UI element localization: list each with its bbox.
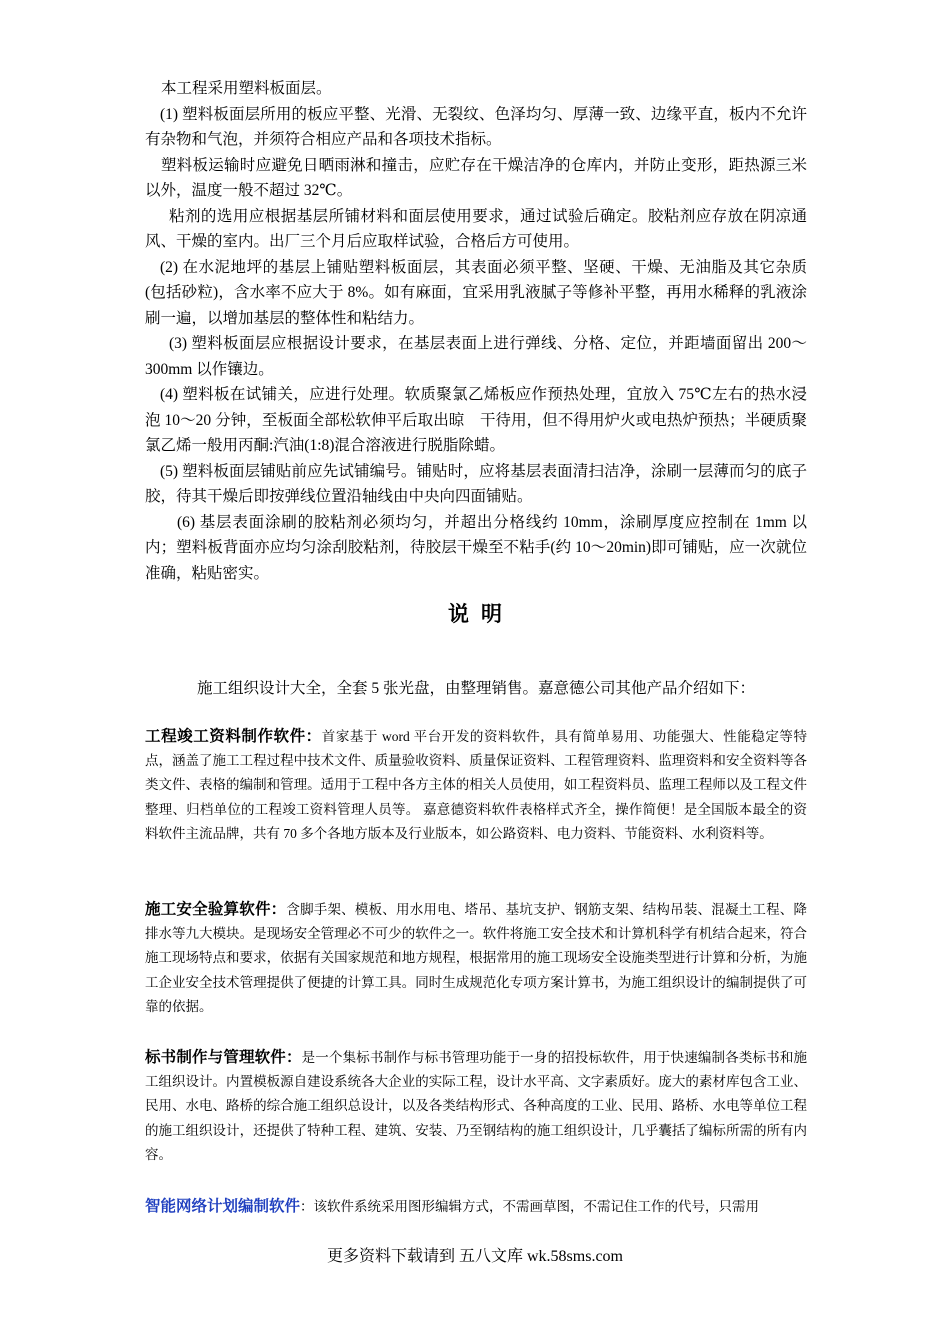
product-title: 工程竣工资料制作软件： — [145, 728, 322, 745]
product-description: ：该软件系统采用图形编辑方式，不需画草图，不需记住工作的代号，只需用 — [300, 1199, 760, 1214]
paragraph-6: (4) 塑料板在试铺关，应进行处理。软质聚氯乙烯板应作预热处理，宜放入 75℃左右的热水浸泡 10～20 分钟，至板面全部松软伸平后取出晾 干待用，但不得用炉火或电热炉预热；半硬质聚氯乙烯一般用丙酮:汽油(1:8)混合溶液进行脱脂除蜡。 — [145, 386, 807, 454]
product-title: 标书制作与管理软件： — [145, 1049, 302, 1066]
product-title: 施工安全验算软件： — [145, 901, 287, 918]
product-section — [145, 725, 807, 846]
product-description: 首家基于 word 平台开发的资料软件，具有简单易用、功能强大、性能稳定等特点，涵盖了施工工程过程中技术文件、质量验收资料、质量保证资料、工程管理资料、监理资料和安全资料等各类文件、表格的编制和管理。适用于工程中各方主体的相关人员使用，如工程资料员、监理工程师以及工程文件整理、归档单位的工程竣工资料管理人员等。 嘉意德资料软件表格样式齐全，操作简便！是全国版本最全的资料软件主流品牌，共有 70 多个各地方版本及行业版本，如公路资料、电力资料、节能资料、水利资料等。 — [145, 729, 807, 841]
paragraph-1: (1) 塑料板面层所用的板应平整、光滑、无裂纹、色泽均匀、厚薄一致、边缘平直，板内不允许有杂物和气泡，并须符合相应产品和各项技术指标。 — [145, 105, 807, 148]
paragraph-7: (5) 塑料板面层铺贴前应先试铺编号。铺贴时，应将基层表面清扫洁净，涂刷一层薄而匀的底子胶，待其干燥后即按弹线位置沿轴线由中央向四面铺贴。 — [145, 462, 807, 505]
footer-download-note: 更多资料下载请到 五八文库 wk.58sms.com — [326, 1248, 623, 1265]
explanation-heading: 说明 — [448, 602, 514, 626]
product-title-link[interactable]: 智能网络计划编制软件 — [145, 1198, 301, 1215]
paragraph-4: (2) 在水泥地坪的基层上铺贴塑料板面层，其表面必须平整、坚硬、干燥、无油脂及其它杂质(包括砂粒)，含水率不应大于 8%。如有麻面，宜采用乳液腻子等修补平整，再用水稀释的乳液涂刷一遍，以增加基层的整体性和粘结力。 — [145, 258, 807, 327]
product-description: 含脚手架、模板、用水用电、塔吊、基坑支护、钢筋支架、结构吊装、混凝土工程、降排水等九大模块。是现场安全管理必不可少的软件之一。软件将施工安全技术和计算机科学有机结合起来，符合施工现场特点和要求，依据有关国家规范和地方规程，根据常用的施工现场安全设施类型进行计算和分析，为施工企业安全技术管理提供了便捷的计算工具。同时生成规范化专项方案计算书，为施工组织设计的编制提供了可靠的依据。 — [145, 902, 807, 1014]
product-section — [145, 1046, 807, 1167]
paragraph-5: (3) 塑料板面层应根据设计要求，在基层表面上进行弹线、分格、定位，并距墙面留出 200～300mm 以作镶边。 — [145, 335, 807, 378]
construction-body-text — [145, 76, 807, 586]
product-section — [145, 898, 807, 1019]
paragraph-2: 塑料板运输时应避免日晒雨淋和撞击，应贮存在干燥洁净的仓库内，并防止变形，距热源三米以外，温度一般不超过 32℃。 — [145, 156, 807, 199]
paragraph-3: 粘剂的选用应根据基层所铺材料和面层使用要求，通过试验后确定。胶粘剂应存放在阴凉通风、干燥的室内。出厂三个月后应取样试验，合格后方可使用。 — [145, 207, 807, 250]
product-section — [145, 1195, 807, 1219]
explanation-intro: 施工组织设计大全，全套 5 张光盘，由整理销售。嘉意德公司其他产品介绍如下： — [196, 680, 755, 697]
product-description: 是一个集标书制作与标书管理功能于一身的招投标软件，用于快速编制各类标书和施工组织设计。内置模板源自建设系统各大企业的实际工程，设计水平高、文字素质好。庞大的素材库包含工业、民用、水电、路桥的综合施工组织总设计，以及各类结构形式、各种高度的工业、民用、路桥、水电等单位工程的施工组织设计，还提供了特种工程、建筑、安装、乃至钢结构的施工组织设计，几乎囊括了编标所需的所有内容。 — [145, 1050, 807, 1162]
paragraph-8: (6) 基层表面涂刷的胶粘剂必须均匀，并超出分格线约 10mm，涂刷厚度应控制在 1mm 以内；塑料板背面亦应均匀涂刮胶粘剂，待胶层干燥至不粘手(约 10～20min)即可铺贴，应一次就位准确，粘贴密实。 — [145, 513, 807, 582]
intro-line: 本工程采用塑料板面层。 — [161, 80, 332, 97]
